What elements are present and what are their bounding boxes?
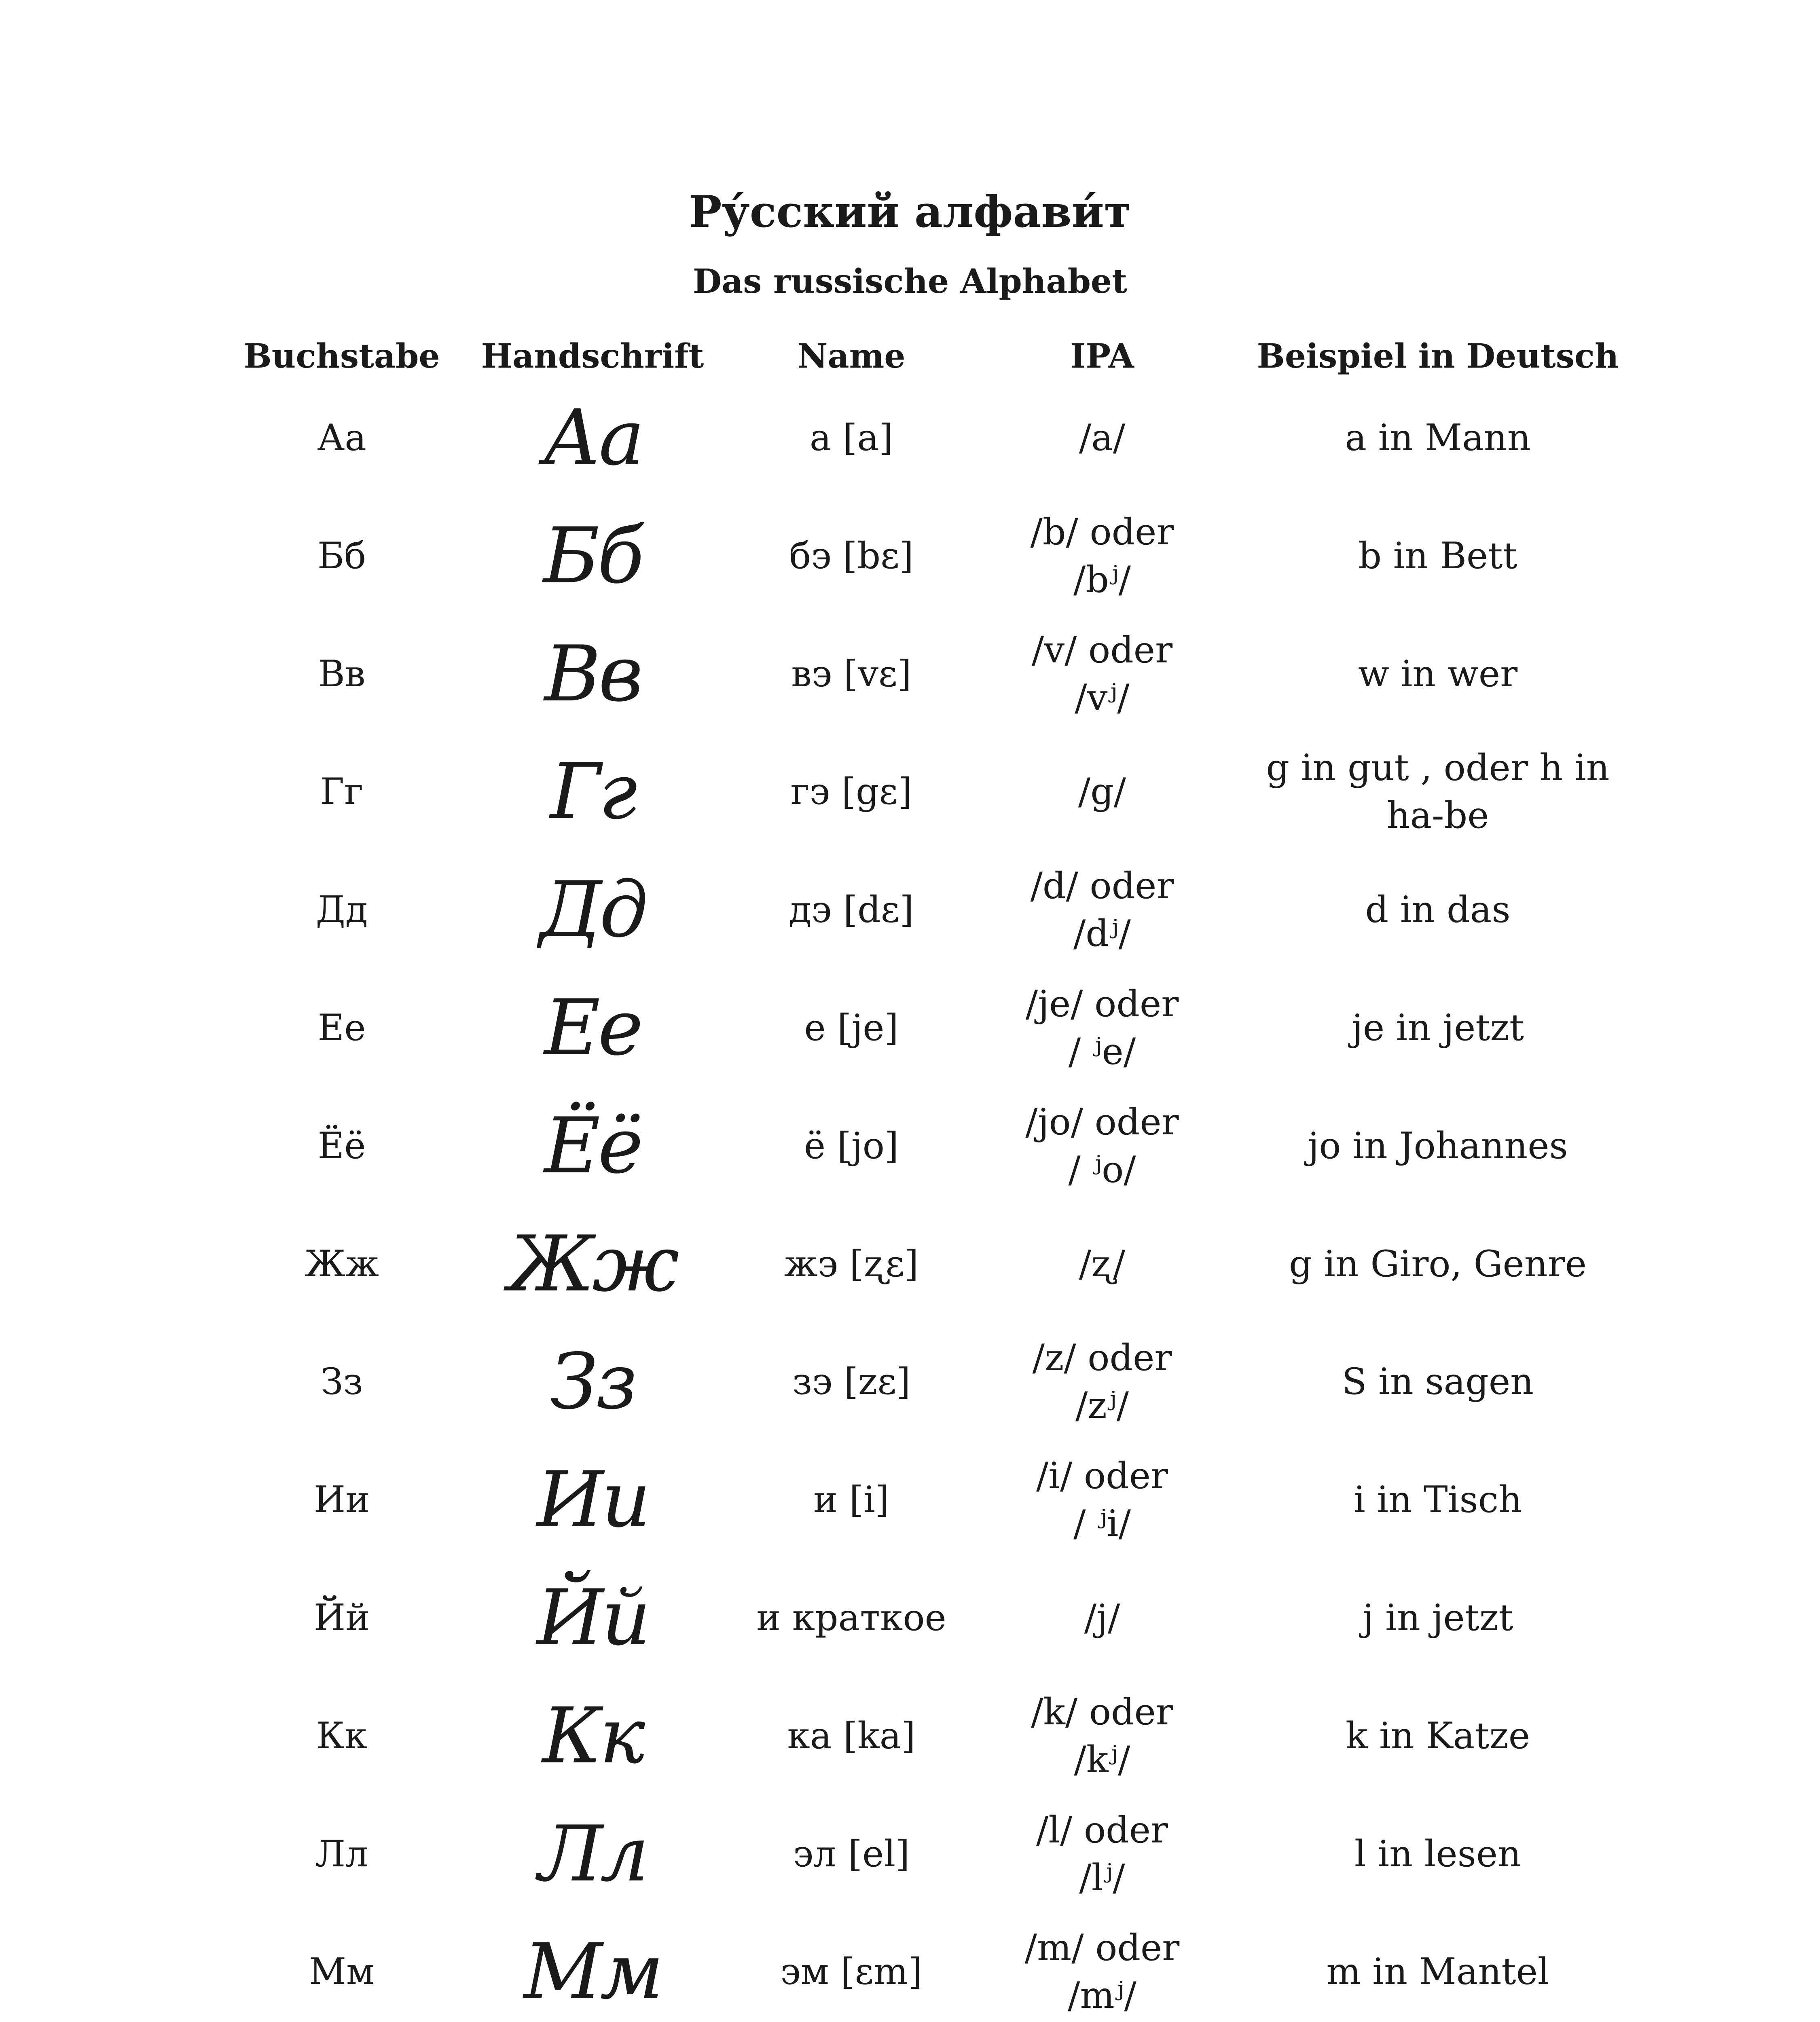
name-cell: и [i] xyxy=(813,1478,889,1521)
example-cell: j in jetzt xyxy=(1362,1597,1513,1639)
name-cell: жэ [ʐɛ] xyxy=(784,1242,919,1285)
letter-cell: Гг xyxy=(320,770,364,813)
handwriting-glyph: Жж xyxy=(508,1219,677,1309)
handwriting-glyph: Лл xyxy=(538,1809,647,1899)
handwriting-glyph: Ии xyxy=(536,1455,649,1545)
example-cell: je in jetzt xyxy=(1351,1007,1524,1049)
table-row xyxy=(0,1559,1820,1677)
ipa-cell xyxy=(1025,1087,1179,1205)
ipa-cell xyxy=(1036,1795,1168,1913)
ipa-line: /zʲ/ xyxy=(1075,1384,1129,1427)
example-cell: g in Giro, Genre xyxy=(1289,1242,1587,1285)
letter-cell: Йй xyxy=(313,1597,370,1639)
handwriting-glyph: Аа xyxy=(543,393,642,482)
ipa-line: / ʲe/ xyxy=(1068,1030,1136,1073)
handwriting-glyph: Зз xyxy=(550,1337,635,1427)
table-row xyxy=(0,615,1820,733)
example-cell: S in sagen xyxy=(1342,1360,1534,1403)
letter-cell: Дд xyxy=(315,888,368,931)
example-cell: k in Katze xyxy=(1345,1714,1530,1757)
handwriting-glyph: Бб xyxy=(543,511,642,601)
handwriting-cell xyxy=(542,1677,643,1795)
letter-cell: Аа xyxy=(317,417,366,459)
ipa-line: /v/ oder xyxy=(1031,628,1173,671)
ipa-cell xyxy=(1031,851,1174,969)
ipa-line: /a/ xyxy=(1079,417,1126,459)
handwriting-cell xyxy=(537,1441,648,1559)
name-cell: гэ [gɛ] xyxy=(790,770,912,813)
ipa-cell xyxy=(1079,379,1125,497)
handwriting-glyph: Гг xyxy=(550,747,635,837)
letter-cell: Лл xyxy=(315,1832,369,1875)
table-row xyxy=(0,1087,1820,1205)
letter-cell: Ии xyxy=(313,1478,370,1521)
example-cell: i in Tisch xyxy=(1353,1478,1522,1521)
ipa-line: /m/ oder xyxy=(1024,1927,1180,1969)
ipa-cell xyxy=(1084,1559,1120,1677)
ipa-line: /b/ oder xyxy=(1030,510,1174,553)
example-cell: jo in Johannes xyxy=(1308,1124,1568,1167)
name-cell: эл [el] xyxy=(793,1832,910,1875)
handwriting-glyph: Дд xyxy=(539,865,646,955)
letter-cell: Бб xyxy=(317,534,366,577)
handwriting-cell xyxy=(538,1795,647,1913)
letter-cell: Вв xyxy=(318,652,366,695)
ipa-line: /dʲ/ xyxy=(1073,912,1131,955)
example-cell: l in lesen xyxy=(1354,1832,1522,1875)
ipa-line: /kʲ/ xyxy=(1074,1738,1130,1781)
name-cell: бэ [bɛ] xyxy=(789,534,914,577)
table-row xyxy=(0,379,1820,497)
handwriting-cell xyxy=(550,1323,635,1441)
page-title: Ру́сский алфави́т xyxy=(689,186,1131,237)
table-row xyxy=(0,733,1820,851)
page-subtitle: Das russische Alphabet xyxy=(693,262,1127,301)
table-row xyxy=(0,1795,1820,1913)
ipa-cell xyxy=(1025,1913,1180,2022)
ipa-line: /lʲ/ xyxy=(1079,1856,1125,1899)
handwriting-cell xyxy=(543,497,642,615)
example-cell: b in Bett xyxy=(1358,534,1517,577)
ipa-line: /ʐ/ xyxy=(1079,1242,1126,1285)
ipa-line: /z/ oder xyxy=(1032,1337,1172,1379)
letter-cell: Зз xyxy=(320,1360,363,1403)
example-cell: g in gut , oder h in ha-be xyxy=(1266,747,1610,837)
ipa-line: /l/ oder xyxy=(1036,1808,1168,1851)
name-cell: а [a] xyxy=(809,417,893,459)
table-row xyxy=(0,969,1820,1087)
example-cell: w in wer xyxy=(1358,652,1518,695)
letter-cell: Ее xyxy=(317,1007,366,1049)
example-cell: d in das xyxy=(1365,888,1511,931)
letter-cell: Ёё xyxy=(317,1124,366,1167)
ipa-line: /je/ oder xyxy=(1025,983,1179,1025)
table-row xyxy=(0,1441,1820,1559)
name-cell: ка [ka] xyxy=(787,1714,916,1757)
ipa-line: /bʲ/ xyxy=(1073,558,1131,601)
table-row xyxy=(0,1913,1820,2022)
column-header-handwriting: Handschrift xyxy=(481,337,704,376)
name-cell: эм [ɛm] xyxy=(780,1950,923,1993)
ipa-cell xyxy=(1032,615,1172,733)
handwriting-glyph: Ёё xyxy=(544,1101,641,1191)
name-cell: и краткое xyxy=(756,1597,946,1639)
ipa-cell xyxy=(1031,1677,1173,1795)
ipa-line: / ʲi/ xyxy=(1073,1502,1131,1545)
name-cell: ё [jo] xyxy=(804,1124,899,1167)
ipa-line: /d/ oder xyxy=(1030,865,1174,907)
name-cell: е [je] xyxy=(804,1007,899,1049)
example-cell: m in Mantel xyxy=(1326,1950,1549,1993)
name-cell: вэ [vɛ] xyxy=(791,652,912,695)
handwriting-cell xyxy=(540,851,646,969)
ipa-line: /jo/ oder xyxy=(1025,1100,1179,1143)
handwriting-cell xyxy=(544,615,641,733)
ipa-cell xyxy=(1036,1441,1168,1559)
ipa-line: /mʲ/ xyxy=(1068,1974,1136,2017)
letter-cell: Жж xyxy=(305,1242,379,1285)
handwriting-glyph: Ее xyxy=(544,983,641,1072)
ipa-cell xyxy=(1079,1205,1125,1323)
ipa-line: / ʲo/ xyxy=(1068,1148,1136,1191)
letter-cell: Мм xyxy=(309,1950,375,1993)
table-row xyxy=(0,1323,1820,1441)
column-header-letter: Buchstabe xyxy=(243,337,440,376)
table-row xyxy=(0,851,1820,969)
column-header-ipa: IPA xyxy=(1070,337,1134,376)
table-row xyxy=(0,497,1820,615)
name-cell: зэ [zɛ] xyxy=(792,1360,911,1403)
handwriting-cell xyxy=(537,1559,648,1677)
handwriting-glyph: Вв xyxy=(544,629,641,719)
ipa-cell xyxy=(1026,969,1179,1087)
ipa-line: /vʲ/ xyxy=(1075,676,1130,719)
handwriting-cell xyxy=(543,379,642,497)
ipa-line: /g/ xyxy=(1078,770,1126,813)
ipa-line: /i/ oder xyxy=(1036,1455,1168,1497)
ipa-cell xyxy=(1078,733,1126,851)
letter-cell: Кк xyxy=(316,1714,367,1757)
column-header-name: Name xyxy=(797,337,906,376)
column-header-example: Beispiel in Deutsch xyxy=(1257,337,1619,376)
ipa-line: /k/ oder xyxy=(1031,1690,1173,1733)
handwriting-glyph: Йй xyxy=(536,1573,649,1662)
table-row xyxy=(0,1205,1820,1323)
name-cell: дэ [dɛ] xyxy=(789,888,914,931)
handwriting-cell xyxy=(550,733,635,851)
ipa-cell xyxy=(1031,497,1174,615)
ipa-line: /j/ xyxy=(1084,1597,1120,1639)
handwriting-cell xyxy=(508,1205,677,1323)
handwriting-glyph: Кк xyxy=(542,1691,643,1781)
handwriting-glyph: Мм xyxy=(523,1927,662,2017)
handwriting-cell xyxy=(544,1087,641,1205)
example-cell: a in Mann xyxy=(1345,417,1531,459)
handwriting-cell xyxy=(544,969,641,1087)
ipa-cell xyxy=(1033,1323,1172,1441)
handwriting-cell xyxy=(524,1913,661,2022)
table-row xyxy=(0,1677,1820,1795)
